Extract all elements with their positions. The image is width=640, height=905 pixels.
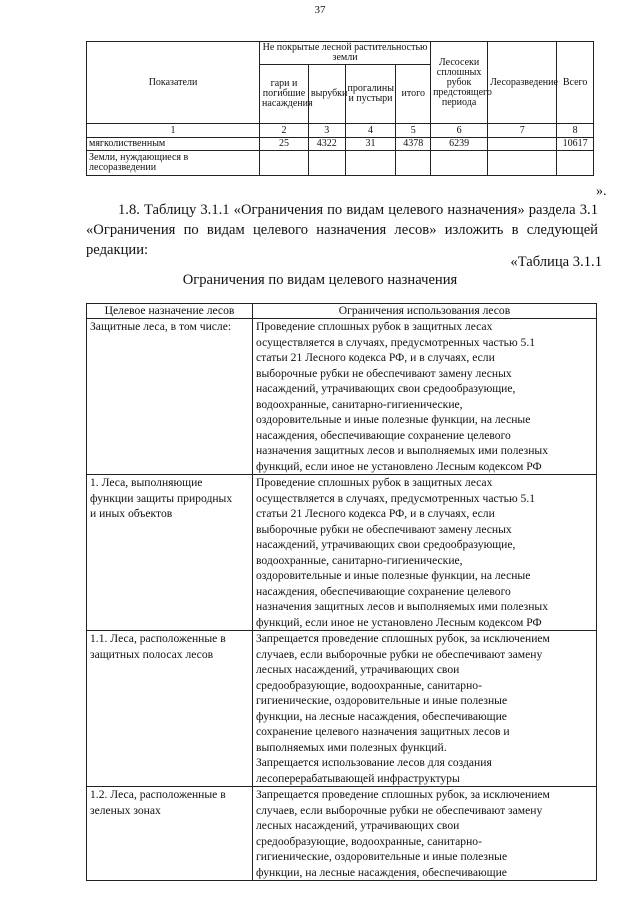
table-cell	[308, 151, 345, 176]
header-indicators: Показатели	[87, 42, 260, 124]
page-number: 37	[314, 4, 326, 16]
table-cell	[345, 151, 396, 176]
table-row	[87, 787, 597, 881]
table-title: Ограничения по видам целевого назначения	[182, 272, 458, 288]
restriction-cell: Проведение сплошных рубок в защитных лесах осуществляется в случаях, предусмотренных частью 5.1 статьи 21 Лесного кодекса РФ, и в случаях, если выборочные рубки не обеспечивают замену лесных насаждений, утрачивающих свои средообразующие, водоохранные, санитарно-гигиенические, оздоровительные и иные полезные функции, на лесные насаждения, обеспечивающие сохранение целевого назначения защитных лесов и выполняемых ими полезных функций, если иное не установлено Лесным кодексом РФ	[253, 319, 597, 475]
column-number: 4	[345, 124, 396, 138]
column-number: 7	[488, 124, 557, 138]
header-clearings: вырубки	[308, 65, 345, 124]
table-row	[87, 138, 594, 151]
closing-quote: ».	[596, 184, 607, 199]
header-unforested-lands: Не покрытые лесной растительностью земли	[260, 42, 431, 65]
table-cell: 25	[260, 138, 309, 151]
column-number: 1	[87, 124, 260, 138]
restrictions-table	[86, 303, 597, 881]
amendment-paragraph	[86, 200, 598, 260]
table-cell	[431, 151, 488, 176]
table-row	[87, 475, 597, 631]
purpose-cell: 1.1. Леса, расположенные в защитных полосах лесов	[87, 631, 253, 787]
table-cell: 10617	[557, 138, 594, 151]
column-number: 5	[396, 124, 431, 138]
paragraph-text: 1.8. Таблицу 3.1.1 «Ограничения по видам целевого назначения» раздела 3.1 «Ограничения по видам целевого назначения лесов» изложить в следующей редакции:	[86, 202, 598, 258]
table-cell	[396, 151, 431, 176]
column-number: 2	[260, 124, 309, 138]
column-number-row	[87, 124, 594, 138]
table-cell	[488, 151, 557, 176]
table-cell: 4322	[308, 138, 345, 151]
purpose-cell: 1.2. Леса, расположенные в зеленых зонах	[87, 787, 253, 881]
header-cuttings: Лесосеки сплошных рубок предстоящего периода	[431, 42, 488, 124]
column-number: 3	[308, 124, 345, 138]
land-category-table	[86, 41, 594, 176]
row-label: Земли, нуждающиеся в лесоразведении	[87, 151, 260, 176]
header-total: итого	[396, 65, 431, 124]
table-cell	[488, 138, 557, 151]
header-restrictions: Ограничения использования лесов	[253, 304, 597, 319]
table-cell: 6239	[431, 138, 488, 151]
table-label: «Таблица 3.1.1	[510, 254, 602, 270]
restriction-cell: Запрещается проведение сплошных рубок, за исключением случаев, если выборочные рубки не обеспечивают замену лесных насаждений, утрачивающих свои средообразующие, водоохранные, санитарно- гигиенические, оздоровительные и иные полезные функции, на лесные насаждения, обеспечивающие	[253, 787, 597, 881]
header-burnt: гари и погибшие насаждения	[260, 65, 309, 124]
purpose-cell: 1. Леса, выполняющие функции защиты природных и иных объектов	[87, 475, 253, 631]
header-glades: прогалины и пустыри	[345, 65, 396, 124]
table-row	[87, 319, 597, 475]
purpose-cell: Защитные леса, в том числе:	[87, 319, 253, 475]
table-row	[87, 151, 594, 176]
table-cell: 31	[345, 138, 396, 151]
table-row	[87, 631, 597, 787]
header-purpose: Целевое назначение лесов	[87, 304, 253, 319]
table-cell	[260, 151, 309, 176]
table-cell	[557, 151, 594, 176]
column-number: 6	[431, 124, 488, 138]
restriction-cell: Запрещается проведение сплошных рубок, за исключением случаев, если выборочные рубки не обеспечивают замену лесных насаждений, утрачивающих свои средообразующие, водоохранные, санитарно- гигиенические, оздоровительные и иные полезные функции, на лесные насаждения, обеспечивающие сохранение целевого назначения защитных лесов и выполняемых ими полезных функций. Запрещается использование лесов для создания лесоперерабатывающей инфраструктуры	[253, 631, 597, 787]
restriction-cell: Проведение сплошных рубок в защитных лесах осуществляется в случаях, предусмотренных частью 5.1 статьи 21 Лесного кодекса РФ, и в случаях, если выборочные рубки не обеспечивают замену лесных насаждений, утрачивающих свои средообразующие, водоохранные, санитарно-гигиенические, оздоровительные и иные полезные функции, на лесные насаждения, обеспечивающие сохранение целевого назначения защитных лесов и выполняемых ими полезных функций, если иное не установлено Лесным кодексом РФ	[253, 475, 597, 631]
header-all: Всего	[557, 42, 594, 124]
column-number: 8	[557, 124, 594, 138]
header-reforestation: Лесоразведение	[488, 42, 557, 124]
table-cell: 4378	[396, 138, 431, 151]
row-label: мягколиственным	[87, 138, 260, 151]
